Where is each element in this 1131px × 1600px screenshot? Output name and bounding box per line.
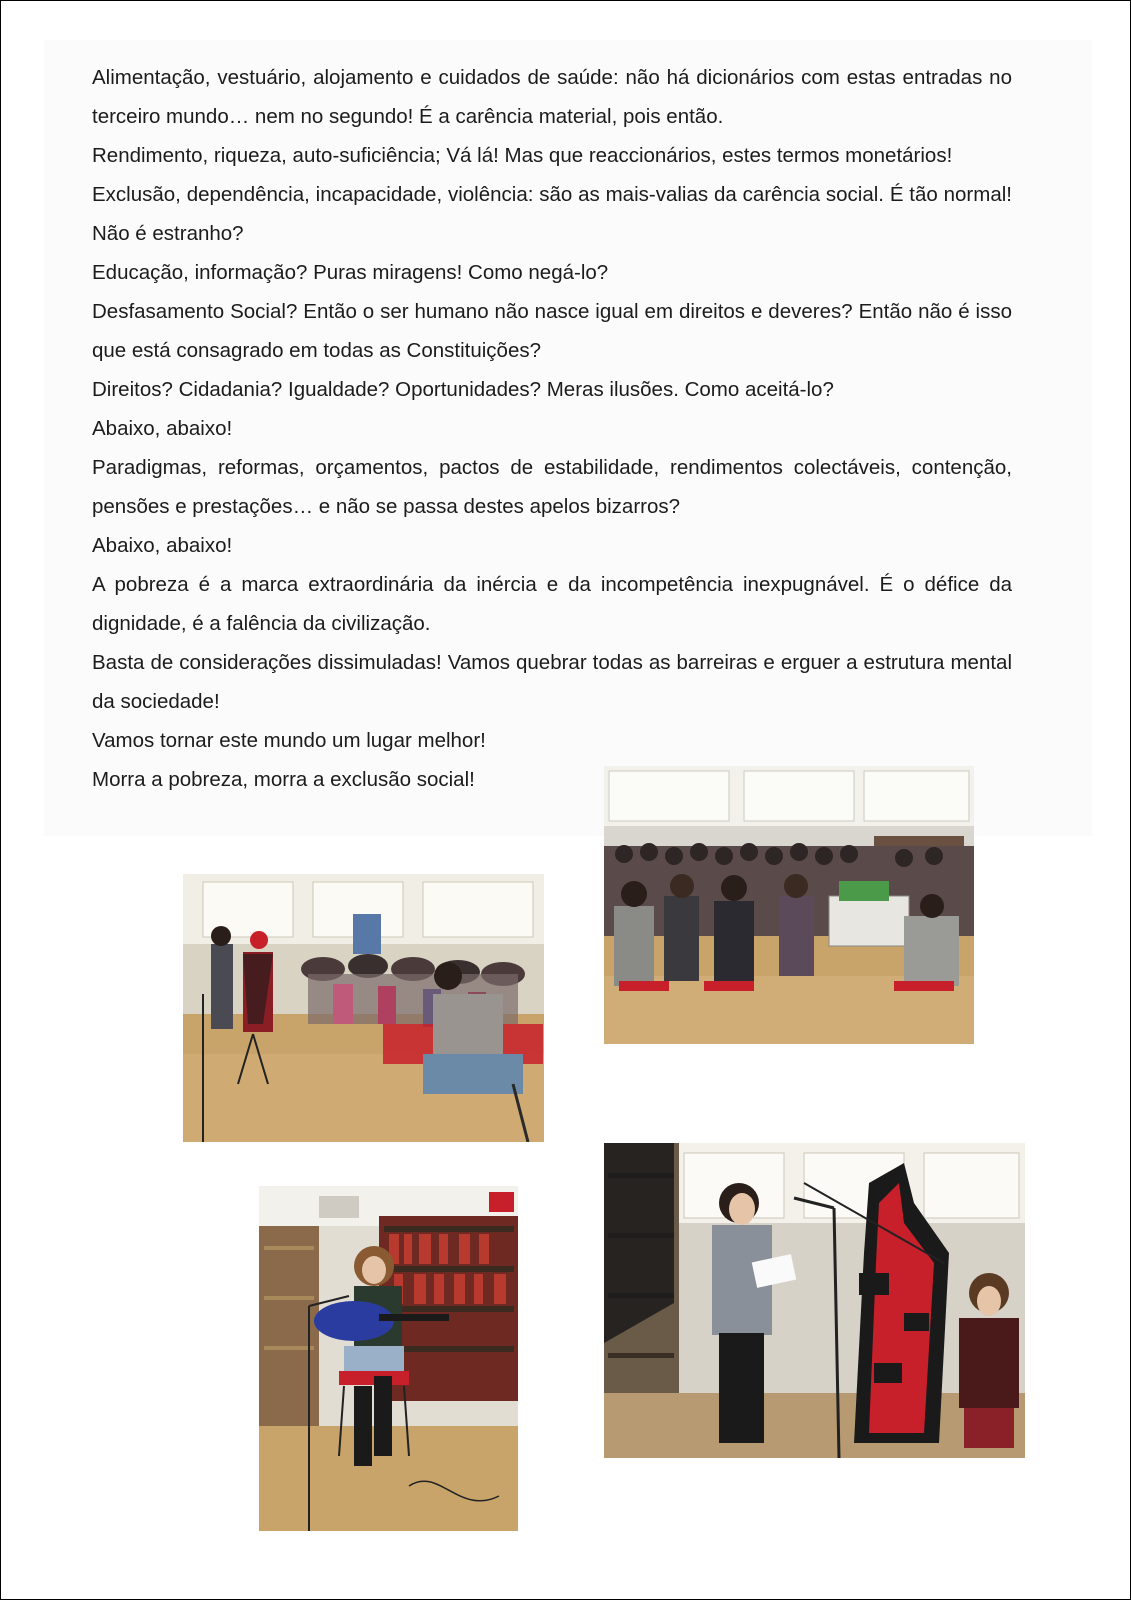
paragraph: Abaixo, abaixo! xyxy=(92,534,233,557)
paragraph: Educação, informação? Puras miragens! Como negá-lo? xyxy=(92,261,609,284)
paragraph: Direitos? Cidadania? Igualdade? Oportunidades? Meras ilusões. Como aceitá-lo? xyxy=(92,378,834,401)
photo-library-audience xyxy=(604,766,974,1044)
paragraph: Rendimento, riqueza, auto-suficiência; Vá lá! Mas que reaccionários, estes termos monetários! xyxy=(92,144,953,167)
photo-guitar-performer xyxy=(259,1186,518,1531)
article-text xyxy=(92,58,1012,799)
paragraph: Alimentação, vestuário, alojamento e cuidados de saúde: não há dicionários com estas entradas no terceiro mundo… nem no segundo! É a carência material, pois então. xyxy=(92,66,1012,128)
paragraph: Vamos tornar este mundo um lugar melhor! xyxy=(92,729,486,752)
photo-reading-performer xyxy=(604,1143,1025,1458)
paragraph: A pobreza é a marca extraordinária da inércia e da incompetência inexpugnável. É o défice da dignidade, é a falência da civilização. xyxy=(92,573,1012,635)
paragraph: Desfasamento Social? Então o ser humano não nasce igual em direitos e deveres? Então não é isso que está consagrado em todas as Constituições? xyxy=(92,300,1012,362)
paragraph: Abaixo, abaixo! xyxy=(92,417,233,440)
paragraph: Exclusão, dependência, incapacidade, violência: são as mais-valias da carência social. É tão normal! Não é estranho? xyxy=(92,183,1012,245)
paragraph: Morra a pobreza, morra a exclusão social! xyxy=(92,768,475,791)
photo-performance-audience xyxy=(183,874,544,1142)
paragraph: Basta de considerações dissimuladas! Vamos quebrar todas as barreiras e erguer a estrutura mental da sociedade! xyxy=(92,651,1012,713)
paragraph: Paradigmas, reformas, orçamentos, pactos de estabilidade, rendimentos colectáveis, contenção, pensões e prestações… e não se passa destes apelos bizarros? xyxy=(92,456,1012,518)
